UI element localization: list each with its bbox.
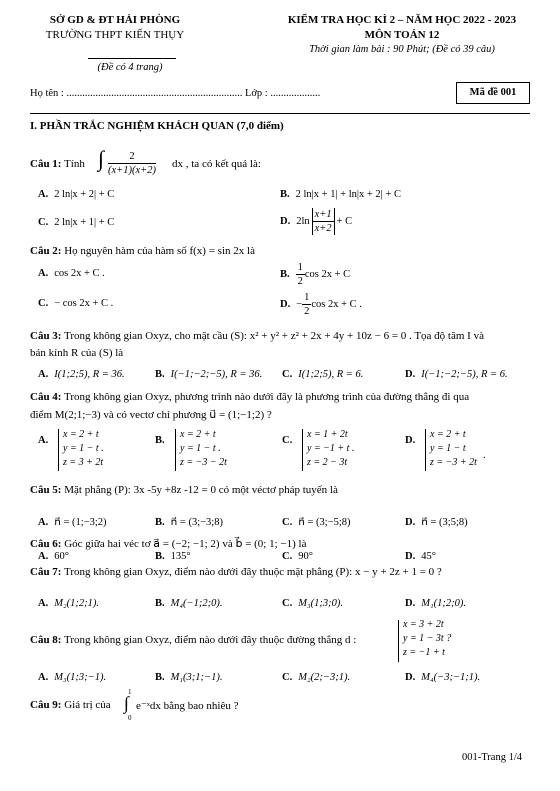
option-letter: D.: [280, 299, 291, 310]
question-5: [30, 484, 338, 496]
option-text: M₂(2;−3;1).: [298, 672, 351, 683]
option-text: 135°: [170, 551, 191, 562]
student-info-line: Họ tên : ................................................................... Lớp : ...................: [30, 88, 321, 99]
question-text: Tính: [64, 158, 85, 170]
option-letter: D.: [405, 598, 416, 609]
option-letter: C.: [282, 435, 293, 446]
equation-line: x = 3 + 2t: [403, 619, 444, 630]
pages-note: (Đề có 4 trang): [97, 62, 163, 73]
option-letter: C.: [282, 598, 293, 609]
option-letter: A.: [38, 189, 49, 200]
option-letter: C.: [282, 672, 293, 683]
fraction-numerator: 1: [297, 262, 303, 273]
equation-line: z = −3 − 2t: [180, 457, 227, 468]
exam-title: KIỂM TRA HỌC KÌ 2 – NĂM HỌC 2022 - 2023: [287, 14, 517, 26]
option-text: 2 ln|x + 1| + C: [54, 217, 115, 228]
question-label: Câu 8:: [30, 634, 62, 646]
option-letter: D.: [405, 551, 416, 562]
question-label: Câu 3:: [30, 330, 62, 342]
question-label: Câu 1:: [30, 158, 62, 170]
period-mark: .: [483, 449, 486, 461]
q8-option-a[interactable]: [38, 672, 106, 683]
equation-line: y = 1 − t .: [180, 443, 221, 454]
option-text: 2 ln|x + 1| + ln|x + 2| + C: [295, 189, 401, 200]
question-1-tail: dx , ta có kết quả là:: [172, 158, 261, 170]
question-label: Câu 7:: [30, 566, 62, 578]
question-6: [30, 537, 306, 550]
exam-code: Mã đề 001: [469, 87, 517, 98]
equation-line: x = 2 + t: [430, 429, 466, 440]
q5-option-c[interactable]: [282, 516, 351, 528]
brace: [398, 620, 399, 662]
question-text: Trong không gian Oxyz, phương trình nào dưới đây là phương trình của đường thẳng đi qua: [64, 391, 470, 403]
question-label: Câu 4:: [30, 391, 62, 403]
option-text: I(1;2;5), R = 6.: [298, 369, 364, 380]
equation-system: [63, 428, 104, 470]
option-text: n⃗ = (1;−3;2): [54, 517, 107, 528]
option-text: 2 ln|x + 2| + C: [54, 189, 115, 200]
option-letter: C.: [282, 517, 293, 528]
option-letter: B.: [280, 269, 290, 280]
option-text: n⃗ = (3;−5;8): [298, 517, 351, 528]
option-text: M₁(3;1;−1).: [170, 672, 223, 683]
equation-line: x = 1 + 2t: [307, 429, 348, 440]
option-text: M₄(−1;2;0).: [170, 598, 223, 609]
option-letter: D.: [405, 369, 416, 380]
equation-system: [307, 428, 354, 470]
q7-option-c[interactable]: [282, 598, 343, 609]
question-3: [30, 330, 484, 342]
option-letter: D.: [280, 216, 291, 227]
equation-line: z = 3 + 2t: [63, 457, 104, 468]
question-3-line2: bán kính R của (S) là: [30, 347, 124, 359]
page-number: 001-Trang 1/4: [462, 752, 522, 763]
question-4: [30, 391, 469, 403]
option-letter: C.: [38, 217, 49, 228]
q1-fraction: [108, 150, 156, 177]
q2-option-b[interactable]: [280, 261, 350, 288]
option-letter: A.: [38, 369, 49, 380]
option-letter: A.: [38, 672, 49, 683]
brace: [58, 429, 59, 471]
integral-upper-bound: 1: [128, 688, 132, 696]
option-text: cos 2x + C .: [54, 268, 105, 279]
q2-option-a[interactable]: [38, 268, 105, 279]
q6-option-d[interactable]: [405, 551, 436, 562]
option-text: I(−1;−2;−5), R = 6.: [421, 369, 508, 380]
option-letter: A.: [38, 517, 49, 528]
question-text: Trong không gian Oxyz, cho mặt cầu (S): x² + y² + z² + 2x + 4y + 10z − 6 = 0 . Tọa độ tâm I và: [64, 330, 484, 342]
option-letter: A.: [38, 598, 49, 609]
question-label: Câu 6:: [30, 538, 62, 550]
option-letter: D.: [405, 517, 416, 528]
option-letter: B.: [155, 598, 165, 609]
option-letter: B.: [280, 189, 290, 200]
integral-lower-bound: 0: [128, 714, 132, 722]
option-letter: A.: [38, 551, 49, 562]
option-letter: B.: [155, 517, 165, 528]
option-text: − cos 2x + C .: [54, 298, 114, 309]
question-7: [30, 566, 442, 578]
equation-line: z = 2 − 3t: [307, 457, 348, 468]
q3-option-c[interactable]: [282, 369, 363, 380]
question-1: [30, 158, 85, 170]
option-letter: D.: [405, 672, 416, 683]
option-letter: D.: [405, 435, 416, 446]
question-9-tail: e⁻ˣdx bằng bao nhiêu ?: [136, 700, 239, 712]
q1-option-c[interactable]: [38, 217, 114, 228]
subject-title: MÔN TOÁN 12: [364, 29, 440, 41]
q5-option-a[interactable]: [38, 516, 107, 528]
school-name: TRƯỜNG THPT KIẾN THỤY: [45, 29, 185, 41]
question-label: Câu 9:: [30, 699, 62, 711]
q1-option-b[interactable]: [280, 189, 401, 200]
q6-option-a[interactable]: [38, 551, 69, 562]
fraction-numerator: 1: [304, 292, 310, 303]
option-text: −: [296, 299, 303, 310]
equation-line: y = 1 − t .: [63, 443, 104, 454]
q5-option-b[interactable]: [155, 516, 223, 528]
q3-option-b[interactable]: [155, 369, 262, 380]
question-4-line2: điểm M(2;1;−3) và có vectơ chỉ phương u⃗ = (1;−1;2) ?: [30, 409, 272, 421]
equation-line: x = 2 + t: [63, 429, 99, 440]
q8-option-b[interactable]: [155, 672, 222, 683]
question-text: Góc giữa hai véc tơ a⃗ = (−2; −1; 2) và b⃗ = (0; 1; −1) là: [64, 538, 307, 550]
option-letter: B.: [155, 369, 165, 380]
option-text: M₄(−3;−1;1).: [421, 672, 481, 683]
brace: [425, 429, 426, 471]
integral-sign: ∫: [124, 693, 129, 713]
option-text: 90°: [298, 551, 313, 562]
option-letter: C.: [38, 298, 49, 309]
header-divider: [88, 58, 176, 59]
question-2: [30, 245, 255, 257]
option-letter: B.: [155, 435, 165, 446]
equation-line: x = 2 + t: [180, 429, 216, 440]
q7-option-a[interactable]: [38, 598, 99, 609]
question-text: Trong không gian Oxyz, điểm nào dưới đây thuộc đường thẳng d :: [64, 634, 357, 646]
option-text: 2ln: [296, 216, 310, 227]
q1-option-a[interactable]: [38, 189, 114, 200]
option-text: cos 2x + C: [304, 269, 351, 280]
time-note: Thời gian làm bài : 90 Phút; (Đề có 39 câu): [309, 44, 495, 55]
exam-code-box: [456, 82, 530, 104]
option-text: 60°: [54, 551, 69, 562]
question-text: Mặt phẳng (P): 3x -5y +8z -12 = 0 có một véctơ pháp tuyến là: [64, 484, 338, 496]
section-title: I. PHẦN TRẮC NGHIỆM KHÁCH QUAN (7,0 điểm): [30, 120, 284, 132]
option-text: 45°: [421, 551, 436, 562]
department-name: SỞ GD & ĐT HẢI PHÒNG: [49, 14, 181, 26]
question-label: Câu 2:: [30, 245, 62, 257]
q3-option-d[interactable]: [405, 369, 508, 380]
option-text: M₃(1;3;−1).: [54, 672, 107, 683]
question-label: Câu 5:: [30, 484, 62, 496]
question-8: [30, 634, 356, 646]
q5-option-d[interactable]: [405, 516, 468, 528]
option-letter: B.: [155, 672, 165, 683]
q8-option-d[interactable]: [405, 672, 480, 683]
q6-option-c[interactable]: [282, 551, 313, 562]
fraction-denominator: (x+1)(x+2): [108, 165, 156, 176]
option-text: I(−1;−2;−5), R = 36.: [170, 369, 263, 380]
q2-option-d[interactable]: [280, 291, 362, 318]
option-text: cos 2x + C .: [311, 299, 362, 310]
option-letter: A.: [38, 435, 49, 446]
equation-line: y = 1 − 3t ?: [403, 633, 452, 644]
question-9: [30, 699, 111, 711]
option-text: I(1;2;5), R = 36.: [54, 369, 125, 380]
equation-line: z = −1 + t: [403, 647, 445, 658]
q7-option-d[interactable]: [405, 598, 466, 609]
q1-option-d[interactable]: [280, 208, 352, 235]
fraction-denominator: 2: [304, 306, 310, 317]
integral-sign: ∫: [98, 146, 105, 171]
fraction-denominator: 2: [297, 276, 303, 287]
question-text: Trong không gian Oxyz, điểm nào dưới đây thuộc mặt phẳng (P): x − y + 2z + 1 = 0 ?: [64, 566, 442, 578]
section-divider: [30, 113, 530, 114]
option-text: n⃗ = (3;−3;8): [170, 517, 223, 528]
line-equation-system: [403, 618, 451, 660]
fraction-numerator: 2: [108, 150, 156, 164]
option-text: n⃗ = (3;5;8): [421, 517, 468, 528]
question-text: Giá trị của: [64, 699, 111, 711]
question-text: Họ nguyên hàm của hàm số f(x) = sin 2x là: [64, 245, 255, 257]
option-text: + C: [336, 216, 353, 227]
fraction-numerator: x+1: [314, 209, 332, 220]
option-letter: B.: [155, 551, 165, 562]
option-letter: A.: [38, 268, 49, 279]
q8-option-c[interactable]: [282, 672, 350, 683]
q6-option-b[interactable]: [155, 551, 191, 562]
equation-system: [180, 428, 227, 470]
q3-option-a[interactable]: [38, 369, 125, 380]
q2-option-c[interactable]: [38, 298, 113, 309]
brace: [175, 429, 176, 471]
fraction-denominator: x+2: [314, 223, 332, 234]
option-letter: C.: [282, 369, 293, 380]
equation-line: y = 1 − t: [430, 443, 466, 454]
q7-option-b[interactable]: [155, 598, 222, 609]
equation-system: [430, 428, 477, 470]
option-text: M₂(1;2;1).: [54, 598, 99, 609]
brace: [302, 429, 303, 471]
option-letter: C.: [282, 551, 293, 562]
option-text: M₁(1;2;0).: [421, 598, 466, 609]
option-text: M₃(1;3;0).: [298, 598, 343, 609]
equation-line: y = −1 + t .: [307, 443, 355, 454]
equation-line: z = −3 + 2t: [430, 457, 477, 468]
